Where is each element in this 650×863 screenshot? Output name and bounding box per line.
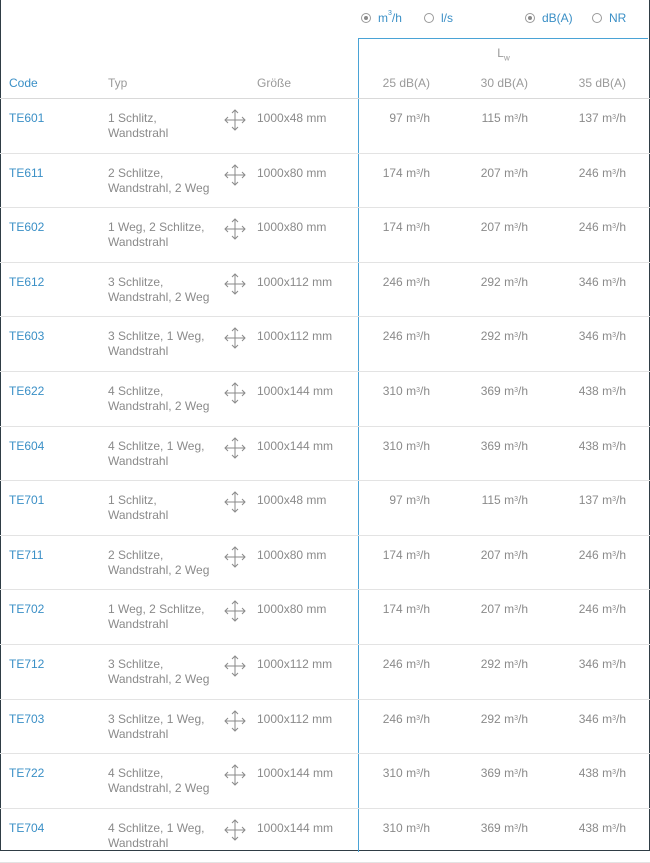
airflow-35dba: 438 $m^3/h$ xyxy=(578,438,626,453)
product-size: 1000x80 mm xyxy=(257,220,327,235)
radio-nr-label: NR xyxy=(609,11,627,25)
four-way-arrows-icon[interactable] xyxy=(224,600,246,622)
product-code-link[interactable]: TE712 xyxy=(9,656,45,671)
product-code-link[interactable]: TE701 xyxy=(9,493,45,508)
product-type: 1 Weg, 2 Schlitze, Wandstrahl xyxy=(108,220,205,250)
airflow-30dba: 292 $m^3/h$ xyxy=(480,656,528,671)
product-size: 1000x112 mm xyxy=(257,329,333,344)
product-size: 1000x144 mm xyxy=(257,820,334,835)
radio-indicator xyxy=(525,13,535,23)
airflow-25dba: 310 $m^3/h$ xyxy=(382,383,430,398)
airflow-35dba: 438 $m^3/h$ xyxy=(578,383,626,398)
four-way-arrows-icon[interactable] xyxy=(224,109,246,131)
airflow-25dba: 97 $m^3/h$ xyxy=(389,111,430,125)
col-header-25dba[interactable]: 25 dB(A) xyxy=(382,76,430,90)
airflow-25dba: 246 $m^3/h$ xyxy=(382,656,430,671)
product-code-link[interactable]: TE702 xyxy=(9,602,45,617)
product-size: 1000x80 mm xyxy=(257,602,327,617)
table-row xyxy=(0,427,650,482)
four-way-arrows-icon[interactable] xyxy=(224,710,246,732)
airflow-30dba: 292 $m^3/h$ xyxy=(480,711,528,726)
radio-m3h[interactable] xyxy=(361,10,402,26)
airflow-25dba: 246 $m^3/h$ xyxy=(382,711,430,726)
airflow-30dba: 207 $m^3/h$ xyxy=(480,547,528,562)
table-row xyxy=(0,372,650,427)
product-type: 4 Schlitze, 1 Weg, Wandstrahl xyxy=(108,820,205,850)
product-type: 3 Schlitze, Wandstrahl, 2 Weg xyxy=(108,656,210,686)
airflow-30dba: 207 $m^3/h$ xyxy=(480,602,528,617)
four-way-arrows-icon[interactable] xyxy=(224,819,246,841)
airflow-35dba: 438 $m^3/h$ xyxy=(578,820,626,835)
table-header xyxy=(0,68,650,99)
product-type: 3 Schlitze, 1 Weg, Wandstrahl xyxy=(108,711,205,741)
product-size: 1000x112 mm xyxy=(257,274,333,289)
airflow-30dba: 369 $m^3/h$ xyxy=(480,820,528,835)
airflow-30dba: 292 $m^3/h$ xyxy=(480,329,528,344)
product-code-link[interactable]: TE602 xyxy=(9,220,45,235)
product-type: 1 Schlitz, Wandstrahl xyxy=(108,493,169,523)
airflow-35dba: 438 $m^3/h$ xyxy=(578,766,626,781)
airflow-35dba: 137 $m^3/h$ xyxy=(578,493,626,508)
airflow-30dba: 115 $m^3/h$ xyxy=(481,493,528,508)
col-header-typ[interactable]: Typ xyxy=(108,76,128,90)
col-header-35dba[interactable]: 35 dB(A) xyxy=(578,76,626,90)
four-way-arrows-icon[interactable] xyxy=(224,437,246,459)
product-type: 1 Weg, 2 Schlitze, Wandstrahl xyxy=(108,602,205,632)
product-code-link[interactable]: TE703 xyxy=(9,711,45,726)
product-size: 1000x144 mm xyxy=(257,383,334,398)
radio-ls-label: l/s xyxy=(441,11,453,25)
product-code-link[interactable]: TE722 xyxy=(9,766,45,781)
four-way-arrows-icon[interactable] xyxy=(224,164,246,186)
airflow-30dba: 115 $m^3/h$ xyxy=(481,111,528,125)
table-row xyxy=(0,263,650,318)
airflow-25dba: 174 $m^3/h$ xyxy=(382,547,430,562)
airflow-35dba: 246 $m^3/h$ xyxy=(578,220,626,235)
airflow-35dba: 246 $m^3/h$ xyxy=(578,602,626,617)
product-size: 1000x80 mm xyxy=(257,165,327,180)
radio-indicator xyxy=(424,13,434,23)
product-code-link[interactable]: TE601 xyxy=(9,111,45,125)
airflow-25dba: 174 $m^3/h$ xyxy=(382,165,430,180)
four-way-arrows-icon[interactable] xyxy=(224,655,246,677)
product-size: 1000x48 mm xyxy=(257,493,327,508)
airflow-25dba: 97 $m^3/h$ xyxy=(389,493,430,508)
table-row xyxy=(0,645,650,700)
airflow-35dba: 346 $m^3/h$ xyxy=(578,274,626,289)
product-type: 3 Schlitze, 1 Weg, Wandstrahl xyxy=(108,329,205,359)
table-row xyxy=(0,99,650,154)
airflow-30dba: 369 $m^3/h$ xyxy=(480,438,528,453)
airflow-30dba: 369 $m^3/h$ xyxy=(480,383,528,398)
airflow-25dba: 310 $m^3/h$ xyxy=(382,820,430,835)
product-code-link[interactable]: TE603 xyxy=(9,329,45,344)
four-way-arrows-icon[interactable] xyxy=(224,382,246,404)
four-way-arrows-icon[interactable] xyxy=(224,327,246,349)
product-type: 2 Schlitze, Wandstrahl, 2 Weg xyxy=(108,547,210,577)
four-way-arrows-icon[interactable] xyxy=(224,273,246,295)
airflow-25dba: 174 $m^3/h$ xyxy=(382,602,430,617)
product-code-link[interactable]: TE612 xyxy=(9,274,45,289)
product-type: 4 Schlitze, Wandstrahl, 2 Weg xyxy=(108,383,210,413)
col-header-size[interactable]: Größe xyxy=(257,76,292,90)
airflow-35dba: 346 $m^3/h$ xyxy=(578,656,626,671)
product-type: 1 Schlitz, Wandstrahl xyxy=(108,111,169,140)
airflow-25dba: 246 $m^3/h$ xyxy=(382,274,430,289)
radio-dba[interactable] xyxy=(525,10,573,26)
product-size: 1000x48 mm xyxy=(257,111,327,125)
table-row xyxy=(0,754,650,809)
airflow-30dba: 292 $m^3/h$ xyxy=(480,274,528,289)
airflow-35dba: 346 $m^3/h$ xyxy=(578,329,626,344)
table-row xyxy=(0,208,650,263)
product-type: 2 Schlitze, Wandstrahl, 2 Weg xyxy=(108,165,210,195)
airflow-25dba: 246 $m^3/h$ xyxy=(382,329,430,344)
airflow-30dba: 369 $m^3/h$ xyxy=(480,766,528,781)
product-size: 1000x112 mm xyxy=(257,711,333,726)
table-body xyxy=(0,99,650,863)
product-code-link[interactable]: TE622 xyxy=(9,383,45,398)
product-code-link[interactable]: TE704 xyxy=(9,820,45,835)
product-size: 1000x112 mm xyxy=(257,656,333,671)
product-size: 1000x144 mm xyxy=(257,766,334,781)
product-type: 4 Schlitze, Wandstrahl, 2 Weg xyxy=(108,766,210,796)
product-type: 3 Schlitze, Wandstrahl, 2 Weg xyxy=(108,274,210,304)
radio-indicator xyxy=(361,13,371,23)
airflow-35dba: 137 $m^3/h$ xyxy=(578,111,626,125)
airflow-35dba: 246 $m^3/h$ xyxy=(578,547,626,562)
airflow-25dba: 310 $m^3/h$ xyxy=(382,766,430,781)
col-header-30dba[interactable]: 30 dB(A) xyxy=(480,76,528,90)
product-type: 4 Schlitze, 1 Weg, Wandstrahl xyxy=(108,438,205,468)
product-size: 1000x144 mm xyxy=(257,438,334,453)
table-row xyxy=(0,536,650,591)
product-code-link[interactable]: TE604 xyxy=(9,438,45,453)
four-way-arrows-icon[interactable] xyxy=(224,546,246,568)
radio-dba-label: dB(A) xyxy=(542,11,573,25)
four-way-arrows-icon[interactable] xyxy=(224,764,246,786)
airflow-25dba: 310 $m^3/h$ xyxy=(382,438,430,453)
lw-heading: $L_w$ xyxy=(497,46,510,63)
col-header-code[interactable]: Code xyxy=(9,76,38,90)
airflow-30dba: 207 $m^3/h$ xyxy=(480,220,528,235)
radio-m3h-label: $m^3/h$ xyxy=(378,10,402,25)
four-way-arrows-icon[interactable] xyxy=(224,491,246,513)
four-way-arrows-icon[interactable] xyxy=(224,218,246,240)
product-code-link[interactable]: TE711 xyxy=(9,547,44,562)
radio-indicator xyxy=(592,13,602,23)
airflow-35dba: 346 $m^3/h$ xyxy=(578,711,626,726)
table-row xyxy=(0,590,650,645)
table-row xyxy=(0,481,650,536)
product-size: 1000x80 mm xyxy=(257,547,327,562)
unit-controls xyxy=(0,0,650,38)
product-code-link[interactable]: TE611 xyxy=(9,165,44,180)
table-row xyxy=(0,154,650,209)
radio-ls[interactable] xyxy=(424,10,453,26)
table-row xyxy=(0,317,650,372)
airflow-25dba: 174 $m^3/h$ xyxy=(382,220,430,235)
airflow-35dba: 246 $m^3/h$ xyxy=(578,165,626,180)
airflow-30dba: 207 $m^3/h$ xyxy=(480,165,528,180)
table-row xyxy=(0,809,650,863)
table-row xyxy=(0,700,650,755)
radio-nr[interactable] xyxy=(592,10,626,26)
